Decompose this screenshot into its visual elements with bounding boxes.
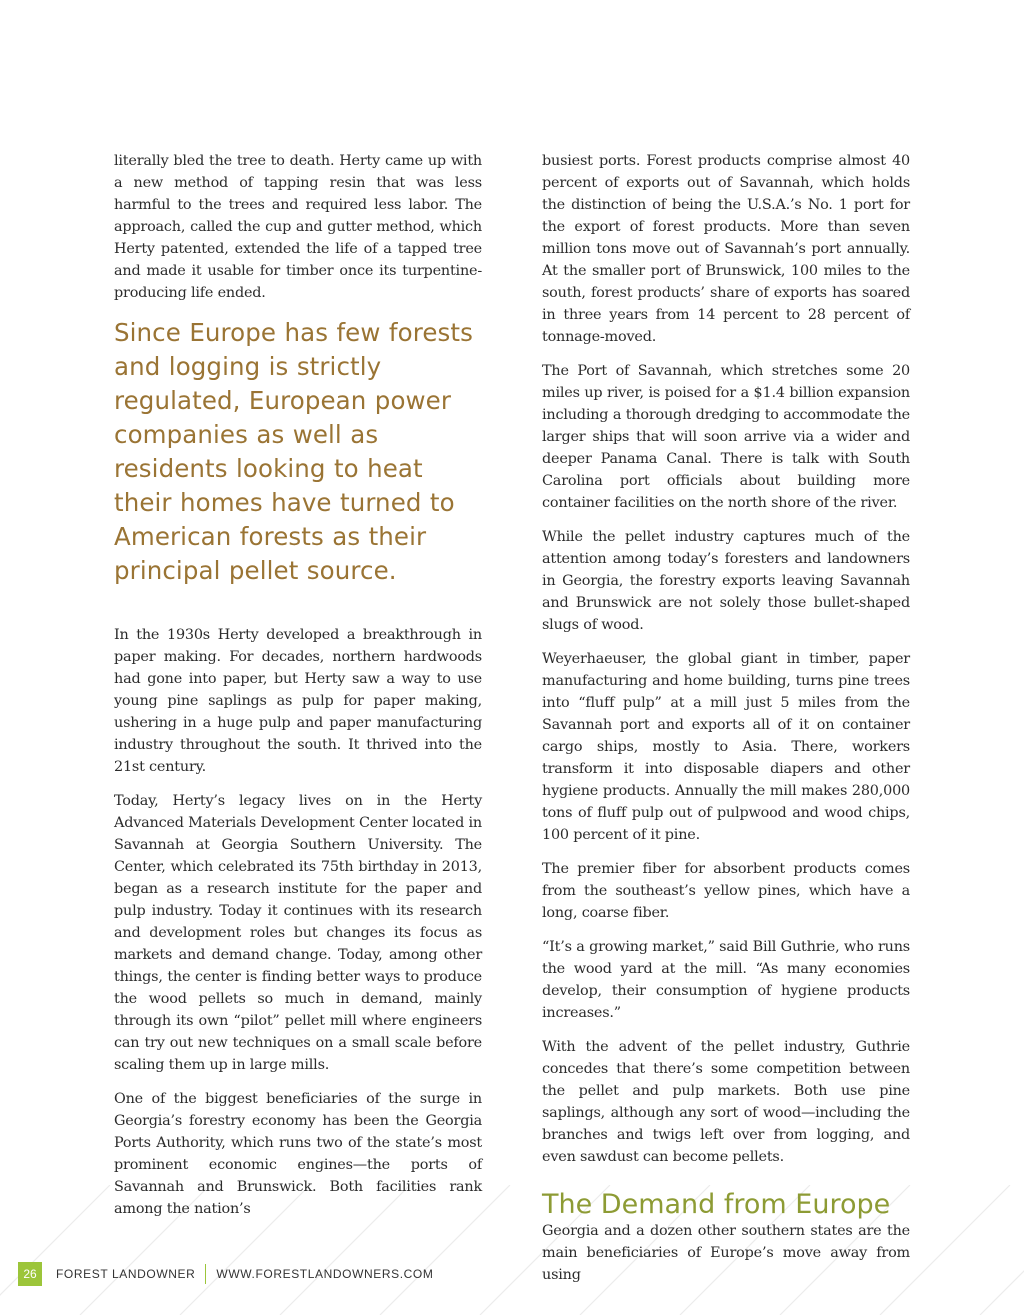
pull-quote: Since Europe has few forests and logging is strictly regulated, European power companies as well as residents looking to heat their homes have turned to American forests as their principal pellet source. [114, 318, 473, 585]
paragraph: literally bled the tree to death. Herty came up with a new method of tapping resin that was less harmful to the trees and required less labor. The approach, called the cup and gutter method, which Herty patented, extended the life of a tapped tree and made it usable for timber once its turpentine-producing life ended. [114, 153, 482, 301]
paragraph: In the 1930s Herty developed a breakthrough in paper making. For decades, northern hardwoods had gone into paper, but Herty saw a way to use young pine saplings as pulp for paper making, ushering in a huge pulp and paper manufacturing industry throughout the south. It thrived into the 21st century. [114, 627, 482, 775]
section-heading: The Demand from Europe [542, 1189, 891, 1220]
paragraph: Georgia and a dozen other southern states are the main beneficiaries of Europe’s move away from using [542, 1223, 910, 1283]
paragraph: The premier fiber for absorbent products comes from the southeast’s yellow pines, which have a long, coarse fiber. [542, 861, 910, 921]
left-column [114, 150, 482, 1232]
paragraph: busiest ports. Forest products comprise almost 40 percent of exports out of Savannah, which holds the distinction of being the U.S.A.’s No. 1 port for the export of forest products. More than seven million tons move out of Savannah’s port annually. At the smaller port of Brunswick, 100 miles to the south, forest products’ share of exports has soared in three years from 14 percent to 28 percent of tonnage-moved. [542, 153, 910, 345]
footer-divider [205, 1264, 206, 1284]
magazine-name: FOREST LANDOWNER [56, 1267, 196, 1281]
page-number: 26 [18, 1262, 42, 1286]
paragraph: Today, Herty’s legacy lives on in the Herty Advanced Materials Development Center located in Savannah at Georgia Southern University. The Center, which celebrated its 75th birthday in 2013, began as a research institute for the paper and pulp industry. Today it continues with its research and development roles but changes its focus as markets and demand change. Today, among other things, the center is finding better ways to produce the wood pellets so much in demand, mainly through its own “pilot” pellet mill where engineers can try out new techniques on a small scale before scaling them up in large mills. [114, 793, 482, 1073]
paragraph: “It’s a growing market,” said Bill Guthrie, who runs the wood yard at the mill. “As many economies develop, their consumption of hygiene products increases.” [542, 939, 910, 1021]
paragraph: With the advent of the pellet industry, Guthrie concedes that there’s some competition between the pellet and pulp markets. Both use pine saplings, although any sort of wood—including the branches and twigs left over from logging, and even sawdust can become pellets. [542, 1039, 910, 1165]
paragraph: One of the biggest beneficiaries of the surge in Georgia’s forestry economy has been the Georgia Ports Authority, which runs two of the state’s most prominent economic engines—the ports of Savannah and Brunswick. Both facilities rank among the nation’s [114, 1091, 482, 1217]
paragraph: While the pellet industry captures much of the attention among today’s foresters and landowners in Georgia, the forestry exports leaving Savannah and Brunswick are not solely those bullet-shaped slugs of wood. [542, 529, 910, 633]
page-footer [18, 1262, 433, 1286]
right-column [542, 150, 910, 1298]
paragraph: Weyerhaeuser, the global giant in timber, paper manufacturing and home building, turns pine trees into “fluff pulp” at a mill just 5 miles from the Savannah port and exports all of it on container cargo ships, mostly to Asia. There, workers transform it into disposable diapers and other hygiene products. Annually the mill makes 280,000 tons of fluff pulp out of pulpwood and wood chips, 100 percent of it pine. [542, 651, 910, 843]
paragraph: The Port of Savannah, which stretches some 20 miles up river, is poised for a $1.4 billion expansion including a thorough dredging to accommodate the larger ships that will soon arrive via a wider and deeper Panama Canal. There is talk with South Carolina port officials about building more container facilities on the north shore of the river. [542, 363, 910, 511]
website-url: WWW.FORESTLANDOWNERS.COM [216, 1267, 434, 1281]
